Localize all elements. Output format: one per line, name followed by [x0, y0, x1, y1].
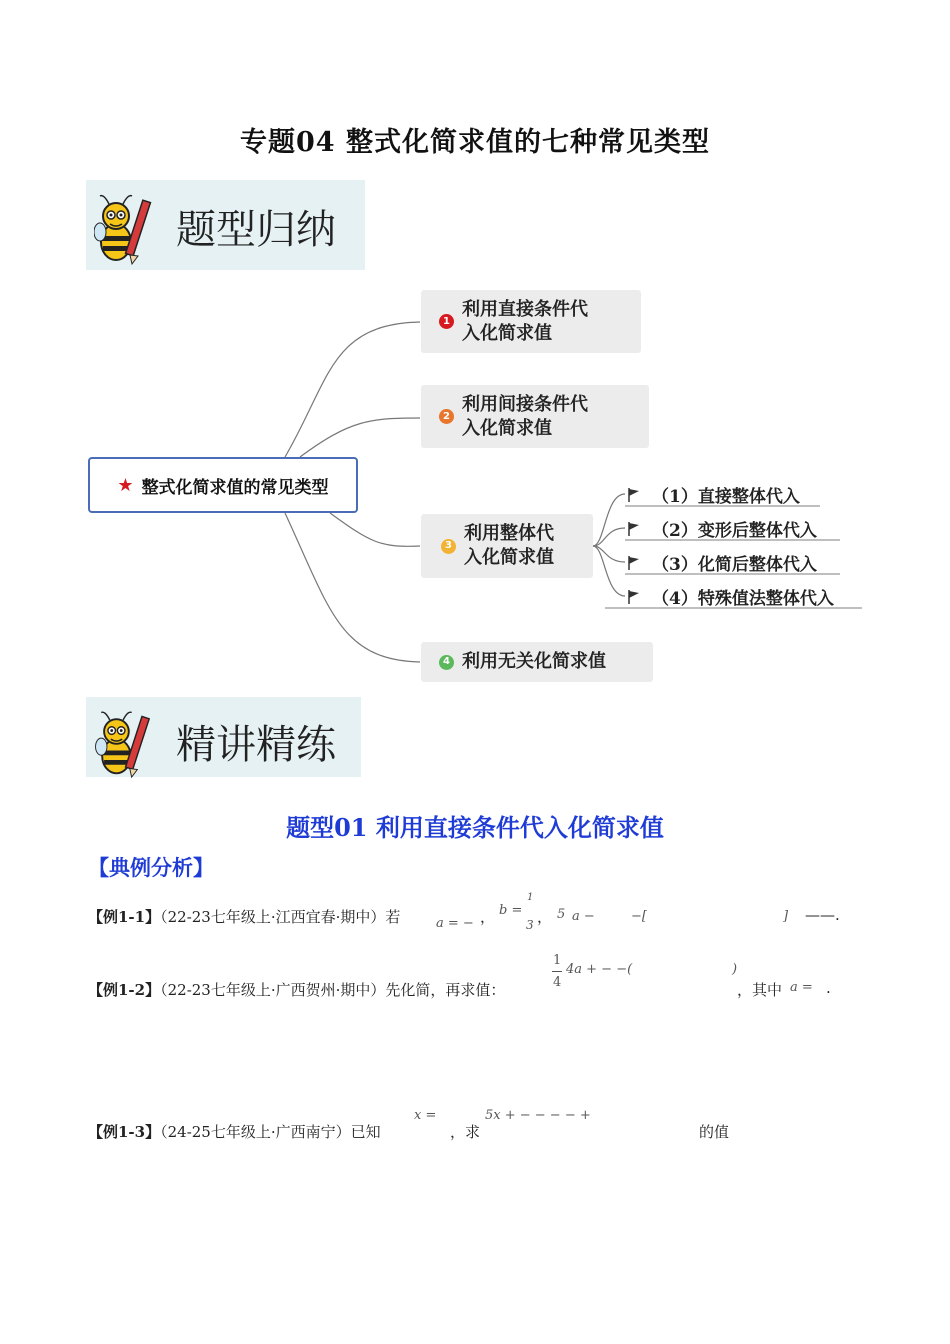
document-title: 专题04 整式化简求值的七种常见类型 [240, 127, 710, 158]
flag-icon [628, 590, 640, 604]
mindmap-subnode-3 [628, 550, 817, 575]
example-text: ， [480, 908, 496, 926]
example-text: 的值 [699, 1123, 730, 1141]
star-icon: ★ [117, 474, 134, 496]
example-text: （24-25七年级上·广西南宁）已知 [160, 1123, 381, 1141]
node-label-line2: 入化简求值 [464, 547, 554, 568]
mindmap-root-label: 整式化简求值的常见类型 [141, 477, 329, 498]
flag-icon [628, 522, 640, 536]
fraction-bar [552, 971, 562, 972]
example-text: ，其中 [737, 981, 783, 999]
example-tag: 【例1-2】 [88, 981, 161, 999]
node-label-line2: 入化简求值 [462, 417, 552, 439]
subnode-label: （1）直接整体代入 [652, 487, 800, 507]
mindmap-node-2 [421, 385, 649, 448]
mindmap-subnode-1 [628, 482, 800, 507]
node-label-line1: 利用间接条件代 [462, 393, 588, 415]
number-badge-icon: 4 [439, 655, 454, 670]
mindmap-subnode-2 [628, 516, 817, 541]
bee-mascot-icon [94, 703, 156, 779]
node-label-line2: 入化简求值 [462, 322, 552, 344]
example-text: . [826, 979, 831, 997]
section-heading: 题型01 利用直接条件代入化简求值 [286, 813, 664, 842]
example-1-3 [88, 1121, 381, 1142]
mindmap-node-3 [421, 514, 593, 578]
example-text: （22-23七年级上·江西宜春·期中）若 [160, 908, 401, 926]
banner-title: 精讲精练 [176, 722, 336, 768]
math-fragment: ) [732, 962, 738, 977]
math-fragment: a = [790, 980, 813, 995]
math-fragment: 5x + − − − − + [485, 1108, 591, 1123]
subnode-label: （2）变形后整体代入 [652, 521, 817, 541]
node-label-line1: 利用直接条件代 [462, 298, 588, 320]
section-banner-practice [86, 697, 361, 777]
bee-mascot-icon [94, 186, 156, 266]
example-tag: 【例1-3】 [88, 1123, 161, 1141]
number-badge-icon: 2 [439, 409, 454, 424]
math-fragment: 1 [553, 953, 562, 968]
example-text: ， [537, 908, 553, 926]
math-fragment: 1 [527, 892, 534, 903]
math-fragment: x = [414, 1108, 437, 1123]
mindmap-root [88, 457, 358, 513]
section-banner-summary [86, 180, 365, 270]
math-fragment: 3 [526, 918, 534, 932]
example-tag: 【例1-1】 [88, 908, 161, 926]
flag-icon [628, 488, 640, 502]
number-badge-icon: 1 [439, 314, 454, 329]
math-fragment: 4 [553, 975, 562, 990]
math-fragment: −[ [631, 909, 647, 924]
subnode-label: （3）化简后整体代入 [652, 555, 817, 575]
example-1-1 [88, 906, 400, 927]
node-label: 利用无关化简求值 [462, 651, 606, 672]
example-text: （22-23七年级上·广西贺州·期中）先化简，再求值： [160, 981, 506, 999]
example-1-2 [88, 979, 505, 1000]
number-badge-icon: 3 [441, 539, 456, 554]
math-fragment: 4a + − −( [566, 962, 633, 977]
flag-icon [628, 556, 640, 570]
math-fragment: a = − [436, 916, 474, 931]
math-fragment: 5 [557, 907, 566, 922]
subnode-label: （4）特殊值法整体代入 [652, 589, 834, 609]
example-header: 【典例分析】 [88, 855, 214, 880]
example-text: ，求 [450, 1123, 481, 1141]
node-label-line1: 利用整体代 [464, 523, 554, 544]
math-fragment: ] [783, 909, 789, 924]
math-fragment: b = [499, 903, 523, 918]
mindmap-subnode-4 [628, 584, 834, 609]
banner-title: 题型归纳 [176, 207, 336, 253]
example-text: ——. [805, 906, 840, 924]
math-fragment: a − [572, 909, 595, 924]
mindmap-node-1 [421, 290, 641, 353]
mindmap-node-4 [421, 642, 653, 682]
